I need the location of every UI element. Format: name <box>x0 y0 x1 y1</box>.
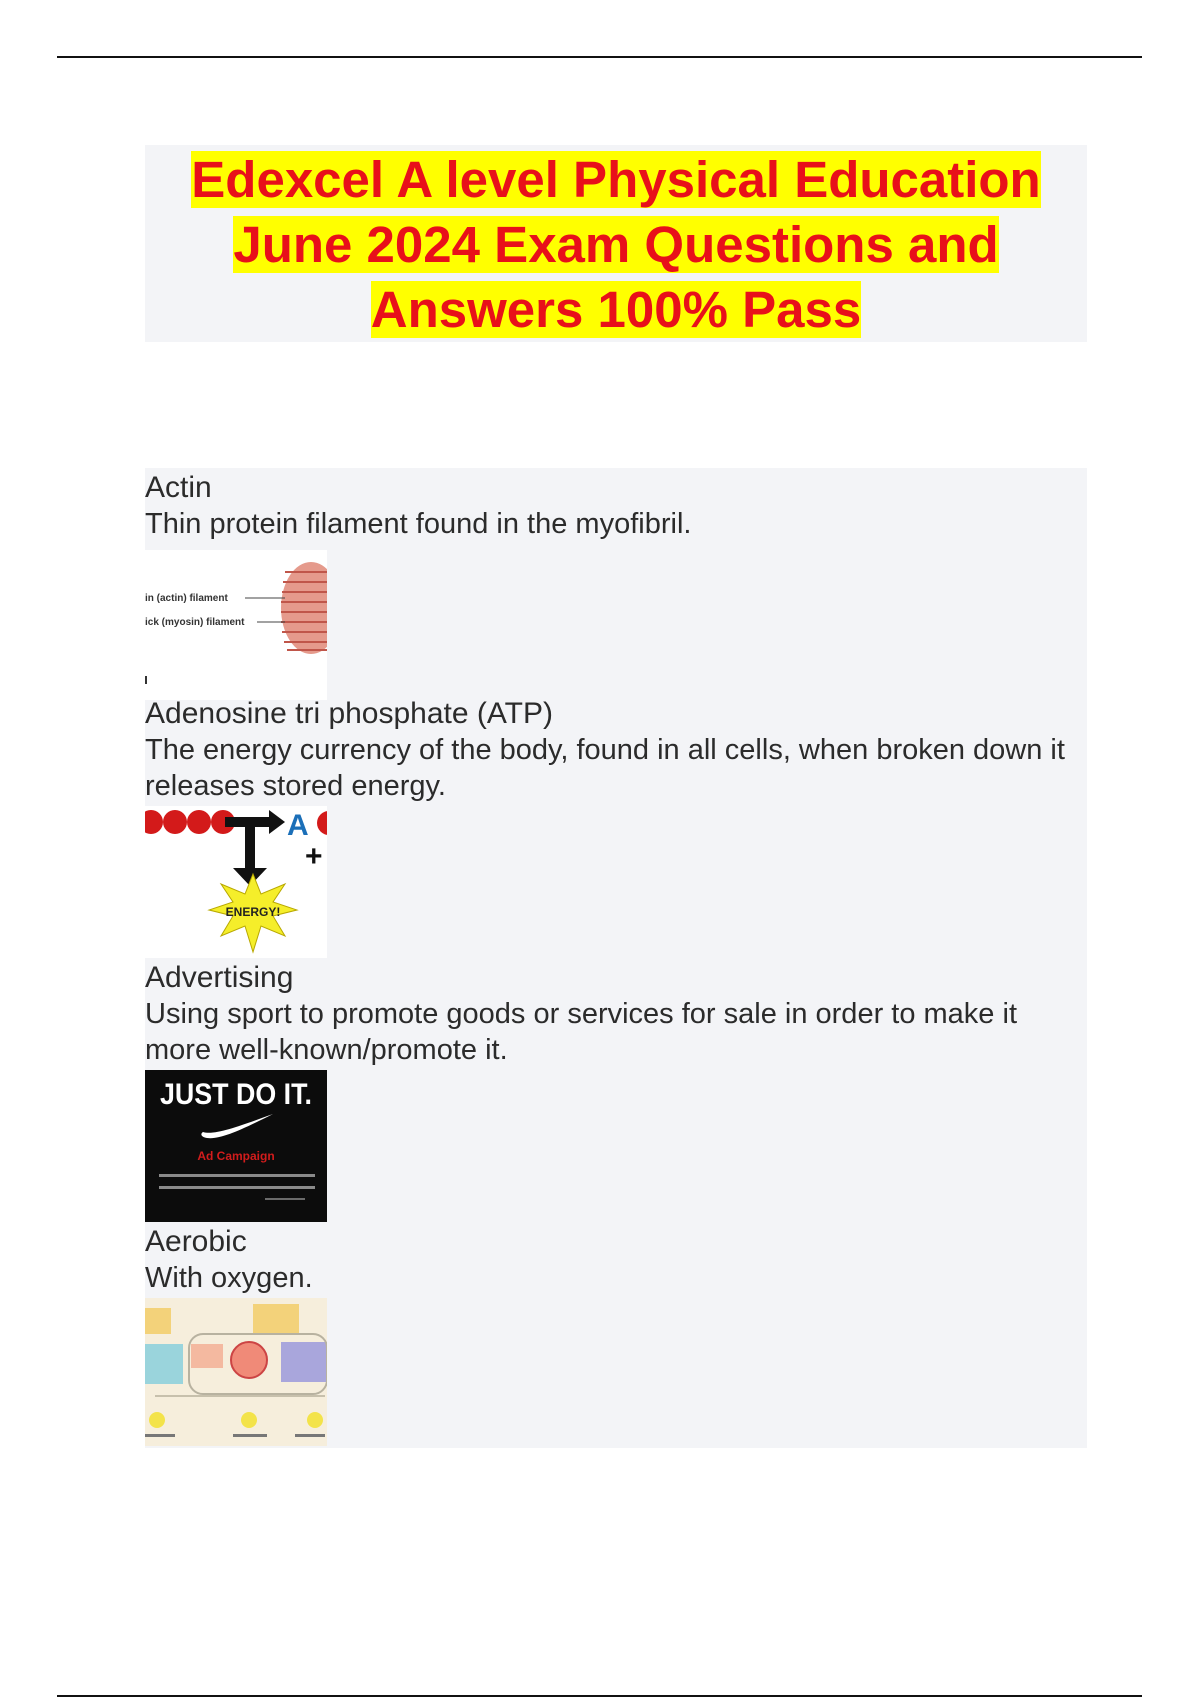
energy-label: ENERGY! <box>225 905 281 919</box>
muscle-filament-diagram-icon <box>145 550 327 700</box>
definition-advertising: Using sport to promote goods or services for sale in order to make it more well-known/promote it. <box>145 998 1017 1066</box>
title-line-2: June 2024 Exam Questions and <box>233 216 999 273</box>
term-actin: Actin <box>145 471 212 504</box>
term-aerobic: Aerobic <box>145 1225 247 1258</box>
plus-sign: + <box>305 840 323 873</box>
top-rule <box>57 56 1142 58</box>
adenosine-letter: A <box>287 809 309 842</box>
aerobic-respiration-diagram-icon <box>145 1298 327 1446</box>
flashcard-list <box>145 468 1087 1448</box>
title-block <box>145 145 1087 342</box>
actin-label: in (actin) filament <box>145 593 228 604</box>
term-atp: Adenosine tri phosphate (ATP) <box>145 697 554 730</box>
ad-campaign-label: Ad Campaign <box>197 1149 275 1163</box>
definition-atp: The energy currency of the body, found in all cells, when broken down it releases stored energy. <box>145 734 1065 802</box>
title-line-1: Edexcel A level Physical Education <box>191 151 1041 208</box>
ad-slogan: JUST DO IT. <box>160 1078 312 1111</box>
definition-aerobic: With oxygen. <box>145 1262 313 1294</box>
document-title <box>145 145 1087 342</box>
just-do-it-ad-icon <box>145 1070 327 1222</box>
title-line-3: Answers 100% Pass <box>370 281 862 338</box>
term-advertising: Advertising <box>145 961 294 994</box>
myosin-label: ick (myosin) filament <box>145 617 245 628</box>
definition-actin: Thin protein filament found in the myofibril. <box>145 508 692 540</box>
bottom-rule <box>57 1695 1142 1697</box>
atp-energy-diagram-icon <box>145 806 327 958</box>
